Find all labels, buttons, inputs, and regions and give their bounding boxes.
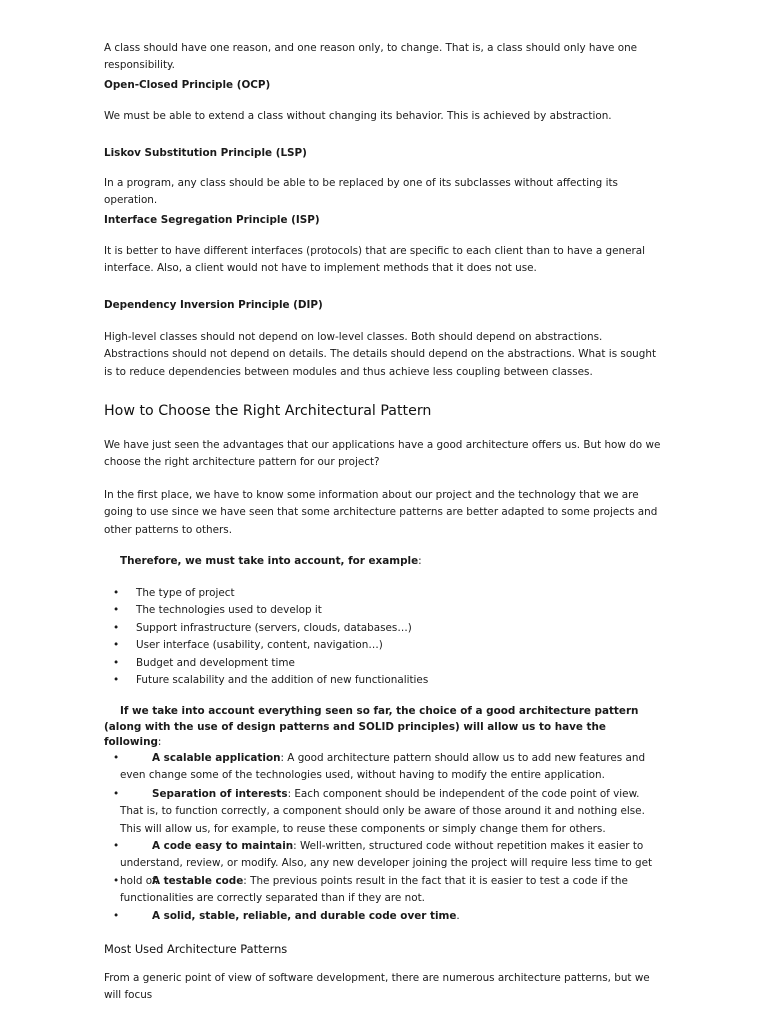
benefit-description: . [456,910,460,922]
benefit-description: : Well-written, structured code without repetition makes it easier to understand, review, or modify. Also, any new developer joining the project will require less time to get hold of. [120,840,653,887]
bullet-marker: • [113,622,120,634]
srp-text: A class should have one reason, and one reason only, to change. That is, a class should only have one responsibility. [104,42,638,72]
bullet-marker: • [113,657,120,669]
list-item-text: The technologies used to develop it [136,604,322,616]
list-item-text: User interface (usability, content, navigation…) [136,639,383,651]
bullet-marker: • [113,840,120,852]
bullet-marker: • [113,875,120,887]
list-item-text: Future scalability and the addition of new functionalities [136,674,429,686]
ocp-text: We must be able to extend a class without changing its behavior. This is achieved by abstraction. [104,110,612,122]
benefit-description: : A good architecture pattern should allow us to add new features and even change some of the technologies used, without having to modify the entire application. [120,752,646,782]
list-item-text: Budget and development time [136,657,295,669]
list-item [104,873,666,908]
benefit-description: : The previous points result in the fact that it is easier to test a code if the functionalities are correctly separated than if they are not. [120,875,628,905]
list-item-text: The type of project [136,587,235,599]
lsp-text: In a program, any class should be able to be replaced by one of its subclasses without affecting its operation. [104,177,618,207]
list-item [104,786,666,838]
benefit-text [104,873,666,908]
list-item [104,750,666,785]
intro-paragraph: We have just seen the advantages that our applications have a good architecture offers us. But how do we choose the right architecture pattern for our project? [104,439,661,469]
bullet-marker: • [113,788,120,800]
benefit-term: A code easy to maintain [152,840,294,852]
bullet-marker: • [113,910,120,922]
bullet-marker: • [113,604,120,616]
considerations-lead-text: Therefore, we must take into account, for example [120,555,419,567]
section-heading: How to Choose the Right Architectural Pattern [104,403,432,419]
cropped-paragraph [104,966,666,1002]
bullet-marker: • [113,587,120,599]
lead-colon: : [157,736,162,748]
subsection-heading: Most Used Architecture Patterns [104,942,288,956]
bullet-marker: • [113,752,120,764]
benefits-lead [104,704,666,751]
bullet-marker: • [113,674,120,686]
benefit-text [104,750,666,785]
list-item-text: Support infrastructure (servers, clouds, databases…) [136,622,412,634]
lsp-heading: Liskov Substitution Principle (LSP) [104,147,307,159]
isp-heading: Interface Segregation Principle (ISP) [104,214,320,226]
list-item [104,908,666,925]
benefits-lead-text: If we take into account everything seen so far, the choice of a good architecture pattern (along with the use of design patterns and SOLID principles) will allow us to have the following [104,705,639,748]
bullet-marker: • [113,639,120,651]
isp-text: It is better to have different interfaces (protocols) that are specific to each client than to have a general interface. Also, a client would not have to implement methods that it does not use. [104,245,645,275]
dip-text: High-level classes should not depend on low-level classes. Both should depend on abstractions. Abstractions should not depend on details. The details should depend on the abstractions. What is sought is to reduce dependencies between modules and thus achieve less coupling between classes. [104,331,657,378]
benefit-text [104,786,666,838]
technology-paragraph: In the first place, we have to know some information about our project and the technology that we are going to use since we have seen that some architecture patterns are better adapted to some projects and other patterns to others. [104,489,658,536]
benefit-description: : Each component should be independent of the code point of view. That is, to function correctly, a component should only be aware of those around it and nothing else. This will allow us, for example, to reuse these components or simply change them for others. [120,788,645,835]
lead-colon: : [418,555,422,567]
benefit-term: A testable code [152,875,244,887]
ocp-heading: Open-Closed Principle (OCP) [104,79,271,91]
benefit-term: Separation of interests [152,788,288,800]
benefit-term: A solid, stable, reliable, and durable code over time [152,910,457,922]
benefit-term: A scalable application [152,752,281,764]
cropped-paragraph-text: From a generic point of view of software development, there are numerous architecture patterns, but we will focus [104,972,650,1002]
considerations-lead [104,553,666,570]
dip-heading: Dependency Inversion Principle (DIP) [104,299,323,311]
benefit-text [104,908,666,925]
